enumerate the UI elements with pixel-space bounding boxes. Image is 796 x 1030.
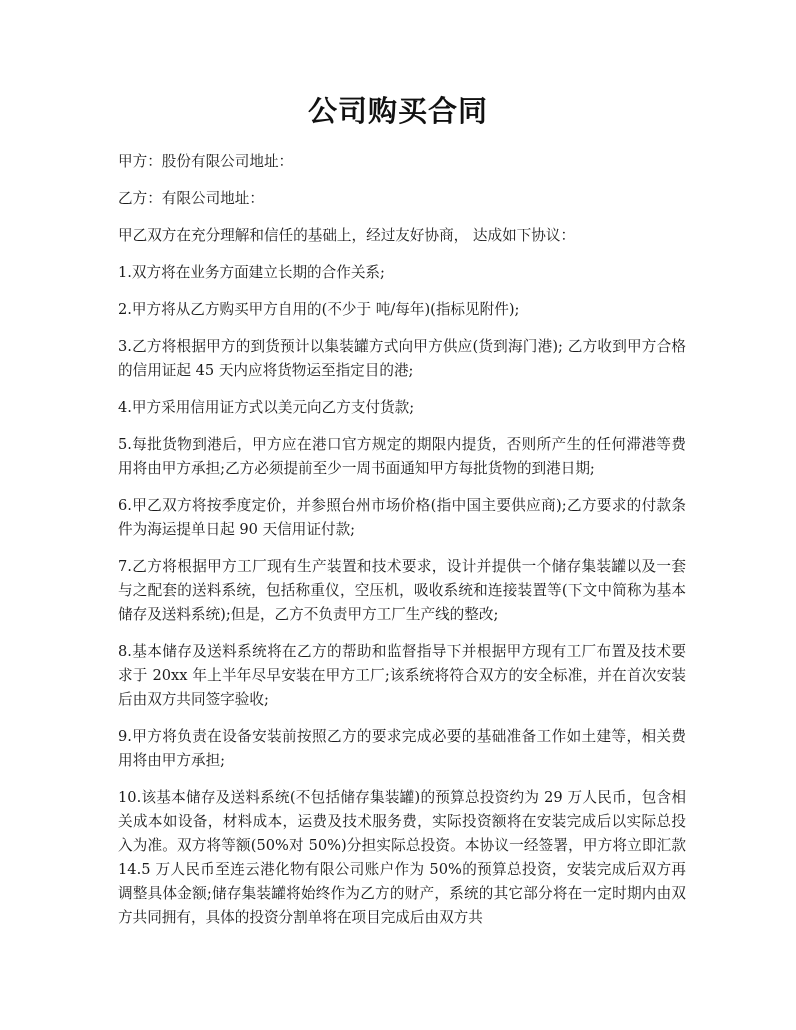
party-b-line: 乙方：有限公司地址： bbox=[118, 190, 264, 207]
clause-1: 1.双方将在业务方面建立长期的合作关系; bbox=[118, 264, 385, 281]
clause-5: 5.每批货物到港后，甲方应在港口官方规定的期限内提货，否则所产生的任何滞港等费用将由甲方承担;乙方必须提前至少一周书面通知甲方每批货物的到港日期; bbox=[118, 436, 686, 477]
document-body bbox=[118, 150, 686, 943]
clause-9: 9.甲方将负责在设备安装前按照乙方的要求完成必要的基础准备工作如土建等，相关费用将由甲方承担; bbox=[118, 728, 686, 769]
preamble-paragraph: 甲乙双方在充分理解和信任的基础上，经过友好协商， 达成如下协议： bbox=[118, 227, 576, 244]
clause-7: 7.乙方将根据甲方工厂现有生产装置和技术要求，设计并提供一个储存集装罐以及一套与之配套的送料系统，包括称重仪，空压机，吸收系统和连接装置等(下文中简称为基本储存及送料系统);但是，乙方不负责甲方工厂生产线的整改; bbox=[118, 558, 686, 623]
clause-4: 4.甲方采用信用证方式以美元向乙方支付货款; bbox=[118, 399, 415, 416]
clause-6: 6.甲乙双方将按季度定价，并参照台州市场价格(指中国主要供应商);乙方要求的付款条件为海运提单日起 90 天信用证付款; bbox=[118, 497, 686, 538]
party-a-line: 甲方：股份有限公司地址： bbox=[118, 153, 294, 170]
clause-3: 3.乙方将根据甲方的到货预计以集装罐方式向甲方供应(货到海门港); 乙方收到甲方合格的信用证起 45 天内应将货物运至指定目的港; bbox=[118, 338, 686, 379]
clause-8: 8.基本储存及送料系统将在乙方的帮助和监督指导下并根据甲方现有工厂布置及技术要求于 20xx 年上半年尽早安装在甲方工厂;该系统将符合双方的安全标准，并在首次安装后由双方共同签字验收; bbox=[118, 643, 686, 708]
clause-2: 2.甲方将从乙方购买甲方自用的(不少于 吨/每年)(指标见附件); bbox=[118, 301, 520, 318]
document-title: 公司购买合同 bbox=[307, 94, 488, 128]
clause-10: 10.该基本储存及送料系统(不包括储存集装罐)的预算总投资约为 29 万人民币，包含相关成本如设备，材料成本，运费及技术服务费，实际投资额将在安装完成后以实际总投入为准。双方将等额(50%对 50%)分担实际总投资。本协议一经签署，甲方将立即汇款 14.5 万人民币至连云港化物有限公司账户作为 50%的预算总投资，安装完成后双方再调整具体金额;储存集装罐将始终作为乙方的财产，系统的其它部分将在一定时期内由双方共同拥有，具体的投资分割单将在项目完成后由双方共 bbox=[118, 789, 686, 926]
